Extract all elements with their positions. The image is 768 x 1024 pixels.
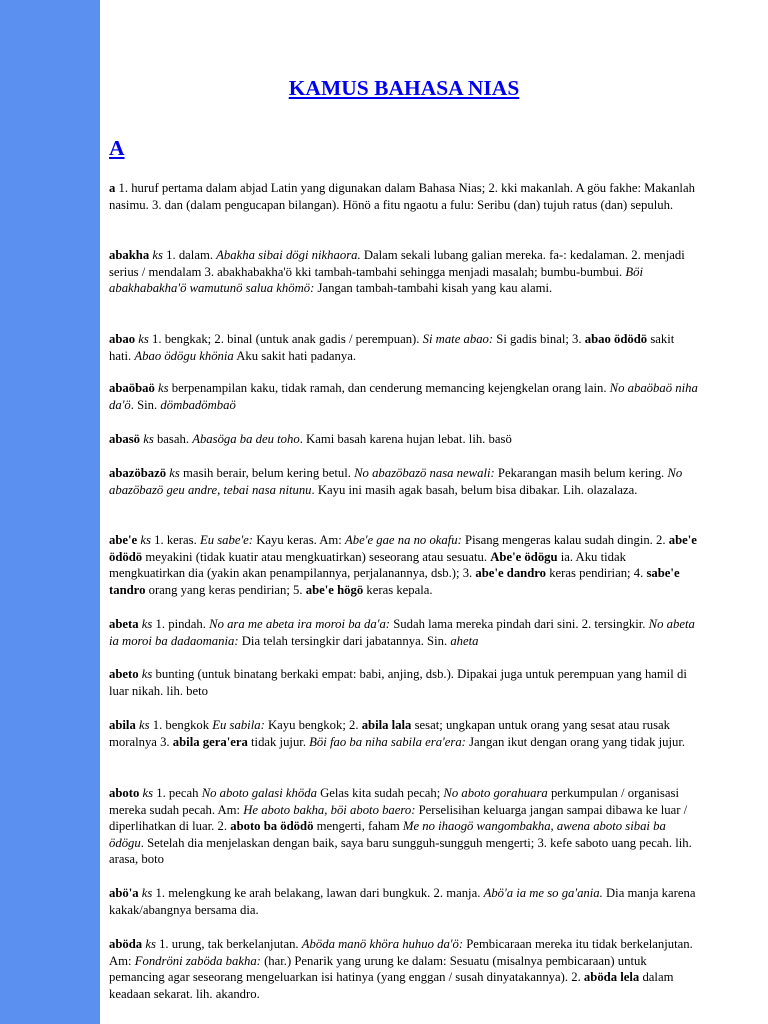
definition-text: Dia telah tersingkir dari jabatannya. Sin. [238, 633, 451, 648]
definition-text: Dalam sekali lubang galian mereka. fa-: kedalaman. 2. menjadi serius / mendalam 3. abakhabakha'ö kki tambah-tambahi sehingga menjadi masalah; bumbu-bumbui. [109, 248, 685, 279]
headword-text: abaöbaö [109, 381, 155, 395]
headword-text: abao ödödö [584, 332, 648, 346]
entry-aboda [109, 936, 699, 1002]
section-letter [109, 134, 125, 162]
headword-text: abeto [109, 667, 139, 681]
headword-text: aboto [109, 786, 140, 800]
definition-text: keras kepala. [363, 582, 433, 597]
definition-text: Perselisihan keluarga jangan sampai dibawa ke luar / diperlihatkan di luar. 2. [109, 802, 688, 834]
definition-text: Aku sakit hati padanya. [233, 348, 357, 363]
entry-abeta [109, 616, 699, 649]
headword-text: abila [109, 718, 136, 732]
headword-text: abasö [109, 432, 141, 446]
headword-text: abao [109, 332, 136, 346]
italic-text: Si mate abao: [422, 332, 494, 346]
headword-text: abö'a [109, 886, 139, 900]
italic-text: ks [142, 937, 156, 951]
definition-text: . Kami basah karena hujan lebat. lih. basö [299, 432, 512, 446]
italic-text: Aböda manö khöra huhuo da'ö: [301, 937, 464, 951]
definition-text: orang yang keras pendirian; 5. [145, 582, 306, 597]
definition-text: 1. huruf pertama dalam abjad Latin yang digunakan dalam Bahasa Nias; 2. kki makanlah. A göu fakhe: Makanlah nasimu. 3. dan (dalam pengucapan bilangan). Hönö a fitu ngaotu a fulu: Seribu (dan) tujuh ratus (dan) sepuluh. [109, 181, 695, 212]
italic-text: Abasöga ba deu toho [192, 432, 300, 446]
definition-text: Pembicaraan mereka itu tidak berkelanjutan. Am: [109, 937, 693, 968]
headword-text: sabe'e tandro [109, 566, 680, 597]
left-sidebar-band [0, 0, 100, 1024]
italic-text: Böi fao ba niha sabila era'era: [309, 734, 466, 749]
definition-text: perkumpulan / organisasi mereka sudah pecah. Am: [109, 786, 679, 817]
entry-aboa [109, 885, 699, 918]
definition-text: keras pendirian; 4. [546, 566, 647, 581]
definition-text: dalam keadaan sekarat. lih. akandro. [109, 970, 674, 1001]
italic-text: No aboto gorahuara [443, 786, 548, 800]
definition-text: 1. dalam. [162, 248, 217, 262]
entry-abaobao [109, 380, 699, 413]
definition-text: basah. [153, 432, 193, 446]
definition-text: berpenampilan kaku, tidak ramah, dan cenderung memancing kejengkelan orang lain. [168, 381, 610, 395]
definition-text: . Sin. [130, 397, 161, 412]
definition-text: sakit hati. [109, 332, 675, 363]
definition-text: 1. keras. [150, 533, 200, 547]
italic-text: dömbadömbaö [160, 397, 236, 412]
italic-text: Abe'e gae na no okafu: [345, 533, 462, 547]
italic-text: No abazöbazö geu andre, tebai nasa nitunu [109, 466, 683, 497]
italic-text: ks [138, 667, 153, 681]
definition-text: Dia manja karena kakak/abangnya bersama dia. [109, 886, 696, 917]
italic-text: Abakha sibai dögi nikhaora. [216, 248, 361, 262]
italic-text: ks [166, 466, 180, 480]
definition-text: masih berair, belum kering betul. [179, 466, 355, 480]
definition-text: ia. Aku tidak mengkuatirkan dia (yakin akan penampilannya, perjalanannya, dsb.); 3. [109, 549, 626, 581]
definition-text: meyakini (tidak kuatir atau mengkuatirkan) seseorang atau sesuatu. [142, 549, 491, 564]
entry-abila [109, 717, 699, 750]
headword-text: abe'e högö [305, 582, 364, 597]
headword-text: aböda lela [583, 970, 640, 985]
definition-text: 1. bengkak; 2. binal (untuk anak gadis / perempuan). [148, 332, 423, 346]
headword-text: abe'e dandro [475, 566, 547, 581]
definition-text: 1. pindah. [152, 617, 210, 631]
definition-text: . Kayu ini masih agak basah, belum bisa dibakar. Lih. olazalaza. [311, 482, 638, 497]
title-link[interactable]: KAMUS BAHASA NIAS [288, 76, 520, 100]
italic-text: ks [154, 381, 169, 395]
definition-text: Jangan ikut dengan orang yang tidak jujur. [465, 734, 686, 749]
headword-text: abakha [109, 248, 150, 262]
headword-text: abeta [109, 617, 139, 631]
italic-text: He aboto bakha, böi aboto baero: [243, 802, 416, 817]
italic-text: No ara me abeta ira moroi ba da'a: [209, 617, 391, 631]
definition-text: 1. melengkung ke arah belakang, lawan dari bungkuk. 2. manja. [152, 886, 484, 900]
definition-text: Jangan tambah-tambahi kisah yang kau alami. [314, 281, 553, 296]
italic-text: No abazöbazö nasa newali: [354, 466, 495, 480]
definition-text: tidak jujur. [247, 734, 310, 749]
italic-text: Abao ödögu khönia [134, 348, 234, 363]
italic-text: Abö'a ia me so ga'ania. [483, 886, 603, 900]
italic-text: Me no ihaogö wangombakha, awena aboto sibai ba ödögu [109, 819, 666, 850]
headword-text: aboto ba ödödö [230, 819, 314, 834]
entry-abaso [109, 431, 699, 448]
entry-abee [109, 532, 699, 598]
italic-text: ks [135, 718, 150, 732]
entry-abeto [109, 666, 699, 699]
italic-text: ks [139, 786, 154, 800]
italic-text: ks [149, 248, 163, 262]
letter-a-link[interactable]: A [109, 136, 125, 160]
headword-text: abe'e [109, 533, 138, 547]
italic-text: No abaöbaö niha da'ö [109, 381, 698, 412]
italic-text: ks [137, 533, 151, 547]
definition-text: 1. bengkok [149, 718, 213, 732]
definition-text: Kayu bengkok; 2. [264, 718, 362, 732]
entry-abao [109, 331, 699, 364]
italic-text: No aboto galasi khöda [201, 786, 317, 800]
definition-text: 1. urung, tak berkelanjutan. [155, 937, 302, 951]
definition-text: Pekarangan masih belum kering. [494, 466, 668, 480]
definition-text: . Setelah dia menjelaskan dengan baik, saya baru sungguh-sungguh mengerti; 3. kefe saboto uang pecah. lih. arasa, boto [109, 835, 692, 867]
italic-text: No abeta ia moroi ba dadaomania: [109, 617, 695, 648]
italic-text: ks [135, 332, 149, 346]
definition-text: mengerti, faham [313, 819, 403, 834]
headword-text: aböda [109, 937, 143, 951]
definition-text: Kayu keras. Am: [253, 533, 345, 547]
definition-text: Gelas kita sudah pecah; [316, 786, 444, 800]
definition-text: (har.) Penarik yang urung ke dalam: Sesuatu (misalnya pembicaraan) untuk pemancing agar seseorang mengeluarkan isi hatinya (yang enggan / susah dinyatakannya). 2. [109, 953, 647, 985]
definition-text: bunting (untuk binatang berkaki empat: babi, anjing, dsb.). Dipakai juga untuk perempuan yang hamil di luar nikah. lih. beto [109, 667, 687, 698]
headword-text: a [109, 181, 116, 195]
definition-text: sesat; ungkapan untuk orang yang sesat atau rusak moralnya 3. [109, 718, 671, 749]
definition-text: 1. pecah [153, 786, 202, 800]
headword-text: Abe'e ödögu [490, 549, 558, 564]
headword-text: abe'e ödödö [109, 533, 697, 564]
italic-text: ks [138, 617, 153, 631]
entry-abakha [109, 247, 699, 297]
italic-text: Fondröni zaböda bakha: [134, 953, 261, 968]
italic-text: ks [140, 432, 154, 446]
entry-a [109, 180, 699, 213]
definition-text: Pisang mengeras kalau sudah dingin. 2. [461, 533, 669, 547]
headword-text: abila lala [361, 718, 412, 732]
entry-aboto [109, 785, 699, 868]
italic-text: Eu sabe'e: [199, 533, 254, 547]
definition-text: Sudah lama mereka pindah dari sini. 2. tersingkir. [390, 617, 649, 631]
entry-abazobazo [109, 465, 699, 498]
headword-text: abila gera'era [172, 734, 248, 749]
definition-text: Si gadis binal; 3. [493, 332, 585, 346]
italic-text: aheta [450, 633, 479, 648]
italic-text: Böi abakhabakha'ö wamutunö salua khömö: [109, 264, 643, 296]
italic-text: Eu sabila: [212, 718, 265, 732]
page-title [109, 74, 699, 102]
headword-text: abazöbazö [109, 466, 167, 480]
italic-text: ks [138, 886, 153, 900]
